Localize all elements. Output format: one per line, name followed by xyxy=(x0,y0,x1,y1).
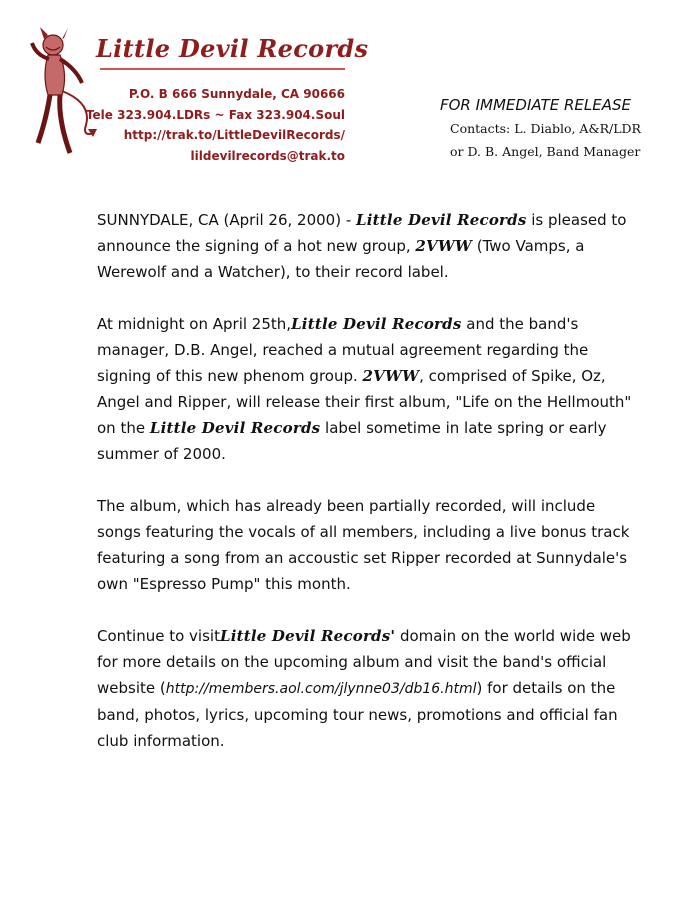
band-website-link[interactable]: http://members.aol.com/jlynne03/db16.html xyxy=(165,681,477,697)
letterhead xyxy=(0,0,700,170)
brand-mention: Little Devil Records' xyxy=(219,627,396,645)
email-link[interactable]: lildevilrecords@trak.to xyxy=(190,148,345,163)
text-run: label sometime in late spring or early summer of 2000. xyxy=(97,419,607,463)
phone-line: Tele 323.904.LDRs ~ Fax 323.904.Soul xyxy=(85,107,345,122)
text-run: and the band's manager, D.B. Angel, reached a mutual agreement regarding the signing of this new phenom group. xyxy=(97,315,589,385)
paragraph-1 xyxy=(97,207,637,285)
text-run: At midnight on April 25th, xyxy=(97,315,292,333)
text-run: (Two Vamps, a Werewolf and a Watcher), to their record label. xyxy=(97,237,585,281)
contacts-line: Contacts: L. Diablo, A&R/LDR xyxy=(450,121,641,136)
press-release-body xyxy=(97,207,637,780)
contacts-line-2: or D. B. Angel, Band Manager xyxy=(450,144,641,159)
text-run: domain on the world wide web for more details on the upcoming album and visit the band's official website ( xyxy=(97,627,631,697)
brand-mention: Little Devil Records xyxy=(149,419,321,437)
paragraph-3: The album, which has already been partially recorded, will include songs featuring the vocals of all members, including a live bonus track featuring a song from an accoustic set Ripper recorded at Sunnydale's own "Espresso Pump" this month. xyxy=(97,497,630,593)
text-run: , comprised of Spike, Oz, Angel and Ripper, will release their first album, "Life on the Hellmouth" on the xyxy=(97,367,632,437)
letterhead-contact-block xyxy=(86,84,345,166)
brand-mention: Little Devil Records xyxy=(291,315,462,333)
paragraph-4 xyxy=(97,623,637,754)
brand-mention: Little Devil Records xyxy=(356,211,527,229)
text-run: is pleased to announce the signing of a hot new group, xyxy=(97,211,627,255)
address-line: P.O. B 666 Sunnydale, CA 90666 xyxy=(128,87,345,101)
text-run: SUNNYDALE, CA (April 26, 2000) - xyxy=(97,211,357,229)
text-run: ) for details on the band, photos, lyrics, upcoming tour news, promotions and official fan club information. xyxy=(97,679,618,750)
band-name: 2VWW xyxy=(362,367,420,385)
paragraph-2 xyxy=(97,311,637,467)
release-title: FOR IMMEDIATE RELEASE xyxy=(440,96,631,114)
brand-underline xyxy=(100,68,345,70)
website-link[interactable]: http://trak.to/LittleDevilRecords/ xyxy=(123,128,345,142)
brand-name: Little Devil Records xyxy=(96,34,369,63)
band-name: 2VWW xyxy=(415,237,472,255)
text-run: Continue to visit xyxy=(97,627,220,645)
